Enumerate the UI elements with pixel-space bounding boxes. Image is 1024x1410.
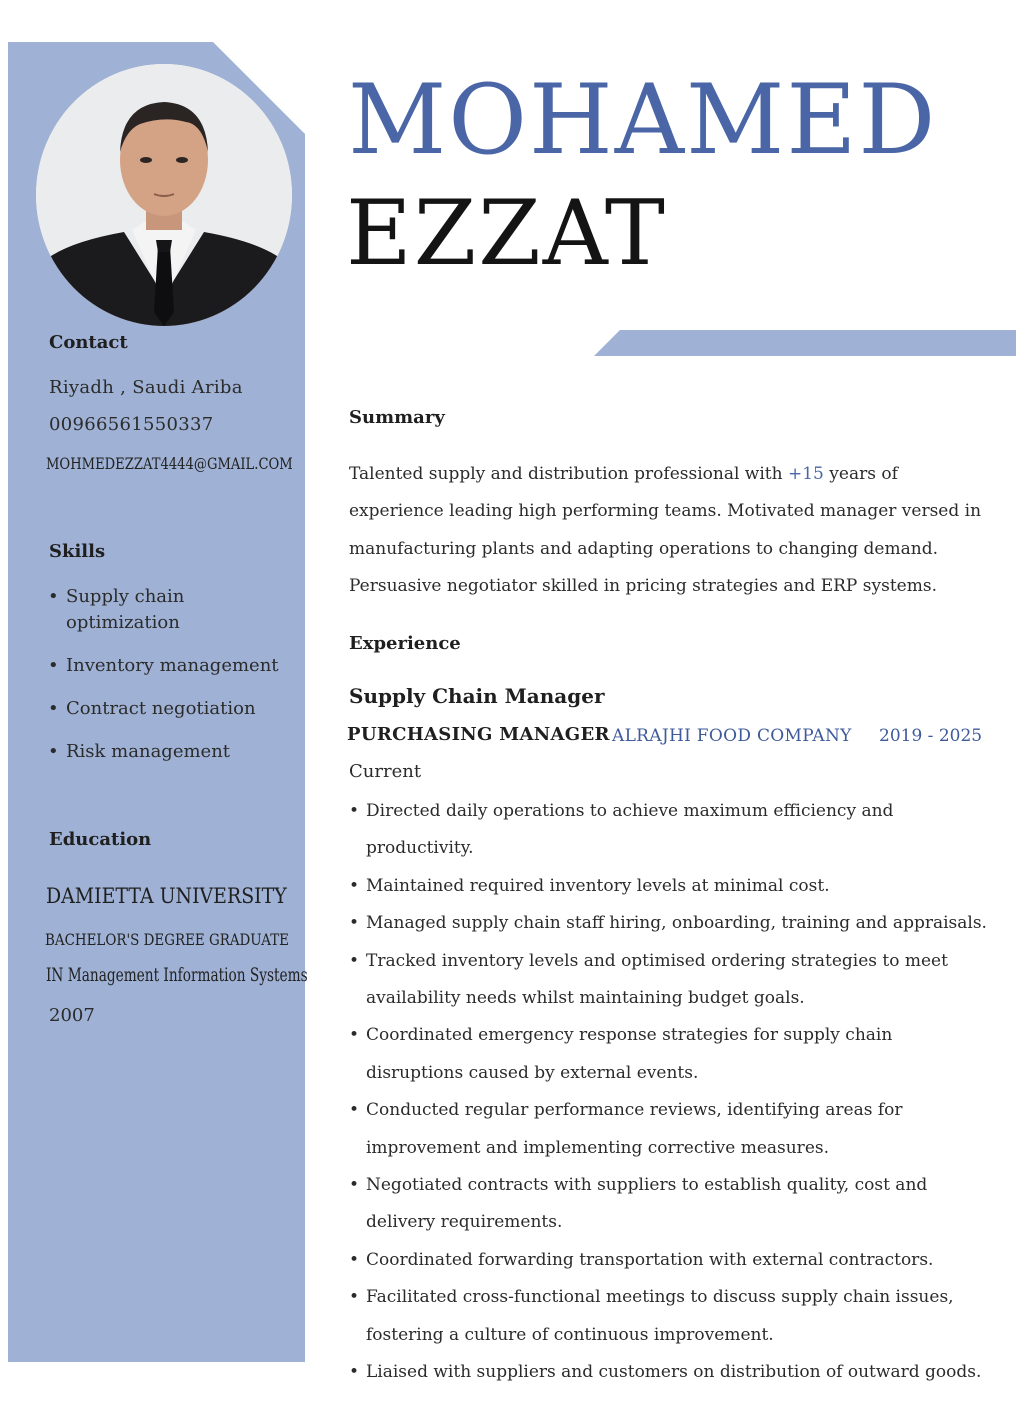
experience-heading: Experience [349, 633, 461, 654]
employment-dates: 2019 - 2025 [879, 726, 983, 746]
education-degree: BACHELOR'S DEGREE GRADUATE [45, 930, 289, 949]
skill-item: • Inventory management [46, 653, 296, 679]
job-title: Supply Chain Manager [349, 684, 605, 708]
summary-text-start: Talented supply and distribution professional with [349, 464, 788, 484]
summary-text-end: years of experience leading high performing teams. Motivated manager versed in manufacturing plants and adapting operations to changing demand. Persuasive negotiator skilled in pricing strategies and ERP systems. [349, 464, 982, 596]
first-name: MOHAMED [348, 64, 938, 176]
education-year: 2007 [49, 1005, 95, 1026]
skills-heading: Skills [49, 541, 106, 562]
contact-heading: Contact [49, 332, 128, 353]
skill-item: • Supply chain optimization [46, 584, 296, 636]
portrait-image [36, 64, 292, 326]
education-field: IN Management Information Systems [46, 964, 308, 986]
duty-item: • Liaised with suppliers and customers on distribution of outward goods. [349, 1354, 989, 1391]
role-title: PURCHASING MANAGER [347, 724, 610, 745]
accent-bar [594, 330, 1016, 356]
contact-location: Riyadh , Saudi Ariba [49, 377, 243, 398]
duty-item: • Coordinated forwarding transportation with external contractors. [349, 1242, 989, 1279]
education-heading: Education [49, 829, 152, 850]
role-line [347, 724, 983, 746]
contact-email[interactable]: MOHMEDEZZAT4444@GMAIL.COM [46, 454, 293, 473]
last-name: EZZAT [346, 181, 667, 286]
skill-item: • Risk management [46, 739, 296, 765]
summary-text [349, 456, 989, 605]
duty-item: • Facilitated cross-functional meetings to discuss supply chain issues, fostering a culture of continuous improvement. [349, 1279, 989, 1354]
duty-item: • Managed supply chain staff hiring, onboarding, training and appraisals. [349, 905, 989, 942]
company-name: ALRAJHI FOOD COMPANY [612, 726, 852, 746]
education-school: DAMIETTA UNIVERSITY [46, 884, 287, 908]
duty-item: • Conducted regular performance reviews, identifying areas for improvement and implementing corrective measures. [349, 1092, 989, 1167]
contact-phone[interactable]: 00966561550337 [49, 414, 214, 435]
employment-status: Current [349, 761, 422, 782]
profile-photo [36, 64, 292, 326]
duty-item: • Directed daily operations to achieve maximum efficiency and productivity. [349, 793, 989, 868]
duty-item: • Negotiated contracts with suppliers to establish quality, cost and delivery requirements. [349, 1167, 989, 1242]
years-highlight: +15 [787, 464, 824, 484]
skills-list [46, 584, 296, 782]
duty-item: • Coordinated emergency response strategies for supply chain disruptions caused by external events. [349, 1017, 989, 1092]
duty-item: • Tracked inventory levels and optimised ordering strategies to meet availability needs whilst maintaining budget goals. [349, 943, 989, 1018]
summary-heading: Summary [349, 407, 445, 428]
skill-item: • Contract negotiation [46, 696, 296, 722]
duties-list [349, 793, 989, 1392]
duty-item: • Maintained required inventory levels at minimal cost. [349, 868, 989, 905]
